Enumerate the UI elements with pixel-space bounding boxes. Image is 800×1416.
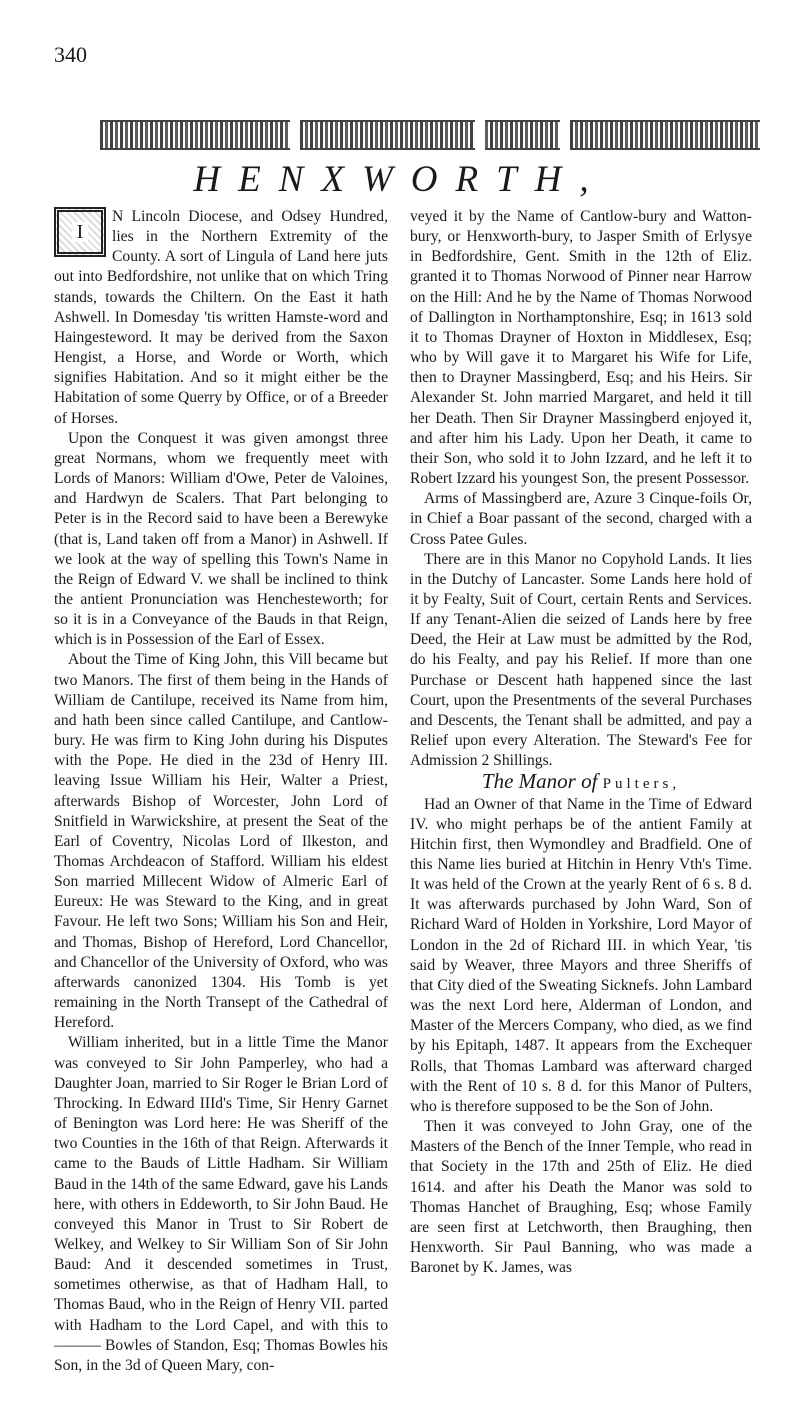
right-column	[410, 207, 752, 1278]
paragraph: Upon the Conquest it was given amongst three great Normans, whom we frequently meet with Lords of Manors: William d'Owe, Peter de Valoines, and Hardwyn de Scalers. That Part belonging to Peter is in the Record said to have been a Berewyke (that is, Land taken off from a Manor) in Ashwell. If we look at the way of spelling this Town's Name in the Reign of Edward V. we shall be inclined to think the antient Pronunciation was Henchesteworth; for so it is in a Conveyance of the Bauds in that Reign, which is in Possession of the Earl of Essex.	[54, 429, 388, 649]
paragraph: There are in this Manor no Copyhold Lands. It lies in the Dutchy of Lancaster. Some Lands here hold of it by Fealty, Suit of Court, certain Rents and Services. If any Tenant-Alien die seized of Lands here by free Deed, the Heir at Law must be admitted by the Rod, do his Fealty, and pay his Relief. If more than one Purchase or Descent hath happened since the last Court, upon the Presentments of the several Purchases and Descents, the Tenant shall be admitted, and pay a Relief upon every Alteration. The Steward's Fee for Admission 2 Shillings.	[410, 550, 752, 770]
paragraph: William inherited, but in a little Time the Manor was conveyed to Sir John Pamperley, who had a Daughter Joan, married to Sir Roger le Brian Lord of Throcking. In Edward IIId's Time, Sir Henry Garnet of Benington was Lord here: He was Sheriff of the two Counties in the 16th of that Reign. Afterwards it came to the Bauds of Little Hadham. Sir William Baud in the 14th of the same Edward, gave his Lands here, with others in Eddeworth, to Sir John Baud. He conveyed this Manor in Trust to Sir Robert de Welkey, and Welkey to Sir William Son of Sir John Baud: And it descended sometimes in Trust, sometimes otherwise, as that of Hadham Hall, to Thomas Baud, who in the Reign of Henry VII. parted with Hadham to the Lord Capel, and with this to ——— Bowles of Standon, Esq; Thomas Bowles his Son, in the 3d of Queen Mary, con-	[54, 1034, 388, 1374]
running-title: HENXWORTH,	[193, 159, 607, 200]
paragraph: Arms of Massingberd are, Azure 3 Cinque-foils Or, in Chief a Boar passant of the second, charged with a Cross Patee Gules.	[410, 490, 752, 548]
paragraph: Then it was conveyed to John Gray, one of the Masters of the Bench of the Inner Temple, who read in that Society in the 17th and 25th of Eliz. He died 1614. and after his Death the Manor was sold to Thomas Hanchet of Braughing, Esq; whose Family are seen first at Letchworth, then Braughing, then Henxworth. Sir Paul Banning, who was made a Baronet by K. James, was	[410, 1118, 752, 1277]
section-heading	[410, 771, 752, 794]
paragraph-text: N Lincoln Diocese, and Odsey Hundred, lies in the Northern Extremity of the County. A sort of Lingula of Land here juts out into Bedfordshire, not unlike that on which Tring stands, towards the Chiltern. On the East it hath Ashwell. In Domesday 'tis written Hamste-word and Haingesteword. It may be derived from the Saxon Hengist, a Horse, and Worde or Worth, which signifies Habitation. And so it might either be the Habitation of some Querry by Office, or of a Breeder of Horses.	[54, 208, 388, 427]
left-column	[54, 207, 388, 1376]
section-heading-italic: The Manor of	[481, 769, 598, 794]
dropcap-letter: I	[72, 222, 89, 242]
paragraph: veyed it by the Name of Cantlow-bury and Watton-bury, or Henxworth-bury, to Jasper Smith of Erlysye in Bedfordshire, Gent. Smith in the 12th of Eliz. granted it to Thomas Norwood of Pinner near Harrow on the Hill: And he by the Name of Thomas Norwood of Dallington in Northamptonshire, Esq; in 1613 sold it to Thomas Drayner of Hoxton in Middlesex, Esq; who by Will gave it to Margaret his Wife for Life, then to Drayner Massingberd, Esq; and his Heirs. Sir Alexander St. John married Margaret, and held it till her Death. Then Sir Drayner Massingberd enjoyed it, and after him his Lady. Upon her Death, it came to their Son, who sold it to John Izzard, and he left it to Robert Izzard his youngest Son, the present Possessor.	[410, 208, 752, 488]
paragraph: Had an Owner of that Name in the Time of Edward IV. who might perhaps be of the antient Family at Hitchin first, then Wymondley and Bradfield. One of this Name lies buried at Hitchin in Henry Vth's Time. It was held of the Crown at the yearly Rent of 6 s. 8 d. It was afterwards purchased by John Ward, Son of Richard Ward of Holden in Yorkshire, Lord Mayor of London in the 2d of Richard III. in which Year, 'tis said by Weaver, three Mayors and three Sheriffs of that City died of the Sweating Sicknefs. John Lambard was the next Lord here, Alderman of London, and Master of the Mercers Company, who died, as we find by his Epitaph, 1487. It appears from the Exchequer Rolls, that Thomas Lambard was afterward charged with the Rent of 10 s. 8 d. for this Manor of Pulters, who is therefore supposed to be the Son of John.	[410, 795, 752, 1115]
decorative-header-band	[100, 120, 760, 150]
dropcap-ornament	[54, 207, 106, 257]
paragraph	[54, 207, 388, 429]
page-number: 340	[54, 42, 87, 67]
paragraph: About the Time of King John, this Vill became but two Manors. The first of them being in the Hands of William de Cantilupe, received its Name from him, and hath been since called Cantilupe, and Cantlow-bury. He was firm to King John during his Disputes with the Pope. He died in the 23d of Henry III. leaving Issue William his Heir, Walter a Priest, afterwards Bishop of Worcester, John Lord of Snitfield in Warwickshire, at present the Seat of the Earl of Coventry, Nicolas Lord of Ilkeston, and Thomas Archdeacon of Stafford. William his eldest Son married Millecent Widow of Almeric Earl of Eureux: He was Steward to the King, and in great Favour. He left two Sons; William his Son and Heir, and Thomas, Bishop of Hereford, Lord Chancellor, and Chancellor of the University of Oxford, who was afterwards canonized 1304. His Tomb is yet remaining in the North Transept of the Cathedral of Hereford.	[54, 651, 388, 1032]
section-heading-caps: Pulters,	[602, 776, 681, 793]
